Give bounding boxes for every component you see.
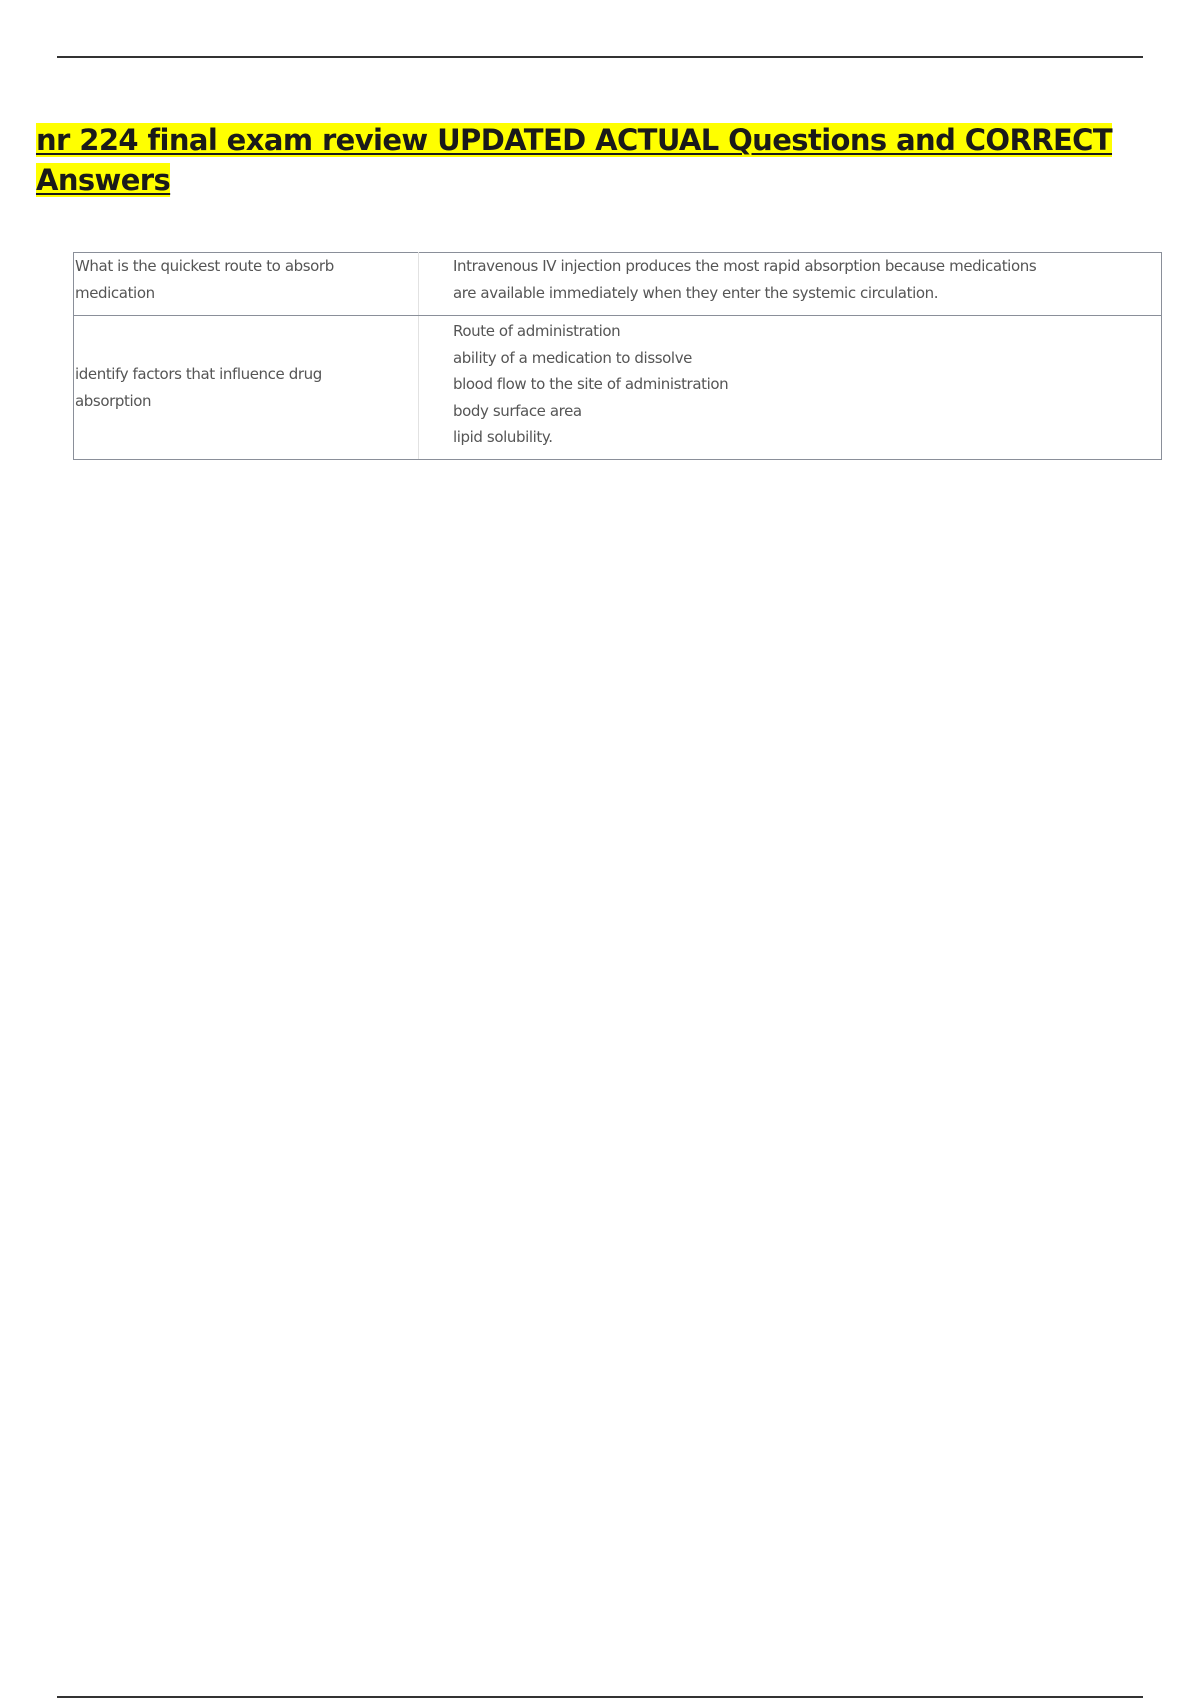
page-title-text: nr 224 final exam review UPDATED ACTUAL Questions and CORRECT Answers — [36, 123, 1113, 197]
answer-cell — [419, 316, 1162, 460]
qa-table — [73, 252, 1162, 460]
answer-line: are available immediately when they enter the systemic circulation. — [453, 283, 939, 302]
answer-line: Route of administration — [453, 322, 621, 340]
header-rule — [57, 56, 1143, 58]
question-cell — [74, 253, 419, 316]
question-text: identify factors that influence drug absorption — [75, 365, 322, 410]
table-row — [74, 316, 1162, 460]
answer-line: lipid solubility. — [453, 428, 553, 446]
question-cell — [74, 316, 419, 460]
answer-cell — [419, 253, 1162, 316]
footer-rule — [57, 1696, 1143, 1698]
answer-line: Intravenous IV injection produces the most rapid absorption because medications — [453, 257, 1037, 275]
answer-line: ability of a medication to dissolve — [453, 348, 692, 367]
answer-line: body surface area — [453, 401, 582, 420]
table-row — [74, 253, 1162, 316]
question-text: What is the quickest route to absorb medication — [75, 257, 334, 302]
answer-line: blood flow to the site of administration — [453, 375, 729, 393]
page-title — [36, 120, 1136, 200]
